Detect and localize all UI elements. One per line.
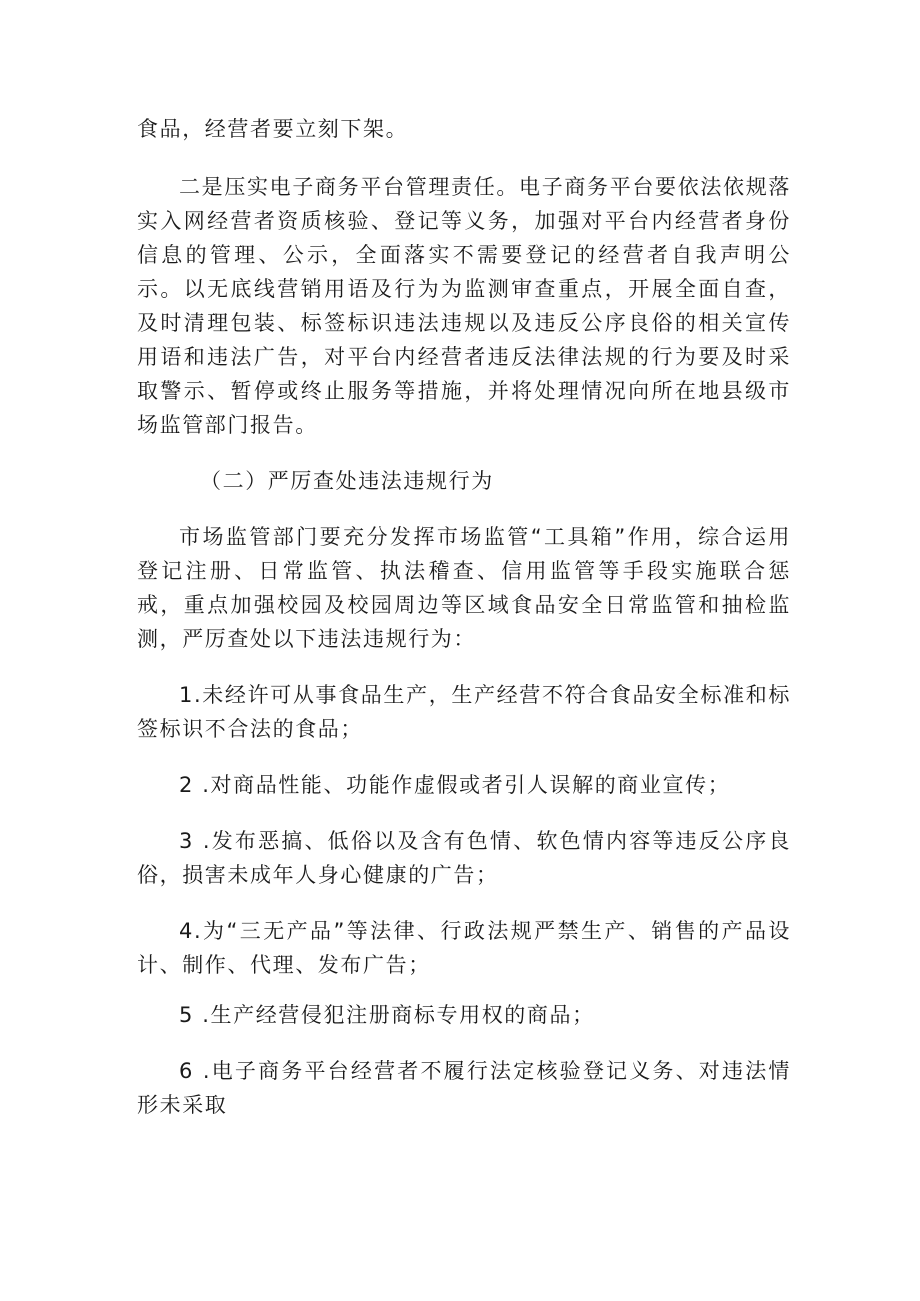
list-item-4: 4.为“三无产品”等法律、行政法规严禁生产、销售的产品设计、制作、代理、发布广告； [137, 919, 791, 977]
paragraph-platform-responsibility: 二是压实电子商务平台管理责任。电子商务平台要依法依规落实入网经营者资质核验、登记等义务，加强对平台内经营者身份信息的管理、公示，全面落实不需要登记的经营者自我声明公示。以无底线营销用语及行为为监测审查重点，开展全面自查，及时清理包装、标签标识违法违规以及违反公序良俗的相关宣传用语和违法广告，对平台内经营者违反法律法规的行为要及时采取警示、暂停或终止服务等措施，并将处理情况向所在地县级市场监管部门报告。 [137, 175, 791, 437]
section-heading: （二）严厉查处违法违规行为 [200, 469, 494, 493]
paragraph-market-supervision: 市场监管部门要充分发挥市场监管“工具箱”作用，综合运用登记注册、日常监管、执法稽查、信用监管等手段实施联合惩戒，重点加强校园及校园周边等区域食品安全日常监管和抽检监测，严厉查处以下违法违规行为： [137, 525, 791, 651]
list-item-2: 2 .对商品性能、功能作虚假或者引人误解的商业宣传； [179, 773, 731, 797]
paragraph-continuation: 食品，经营者要立刻下架。 [137, 117, 409, 141]
list-item-1: 1.未经许可从事食品生产，生产经营不符合食品安全标准和标签标识不合法的食品； [137, 683, 791, 741]
list-item-5: 5 .生产经营侵犯注册商标专用权的商品； [179, 1003, 595, 1027]
list-item-3: 3 .发布恶搞、低俗以及含有色情、软色情内容等违反公序良俗，损害未成年人身心健康的广告； [137, 829, 791, 887]
document-body [137, 112, 791, 1122]
list-item-6: 6 .电子商务平台经营者不履行法定核验登记义务、对违法情形未采取 [137, 1059, 791, 1117]
